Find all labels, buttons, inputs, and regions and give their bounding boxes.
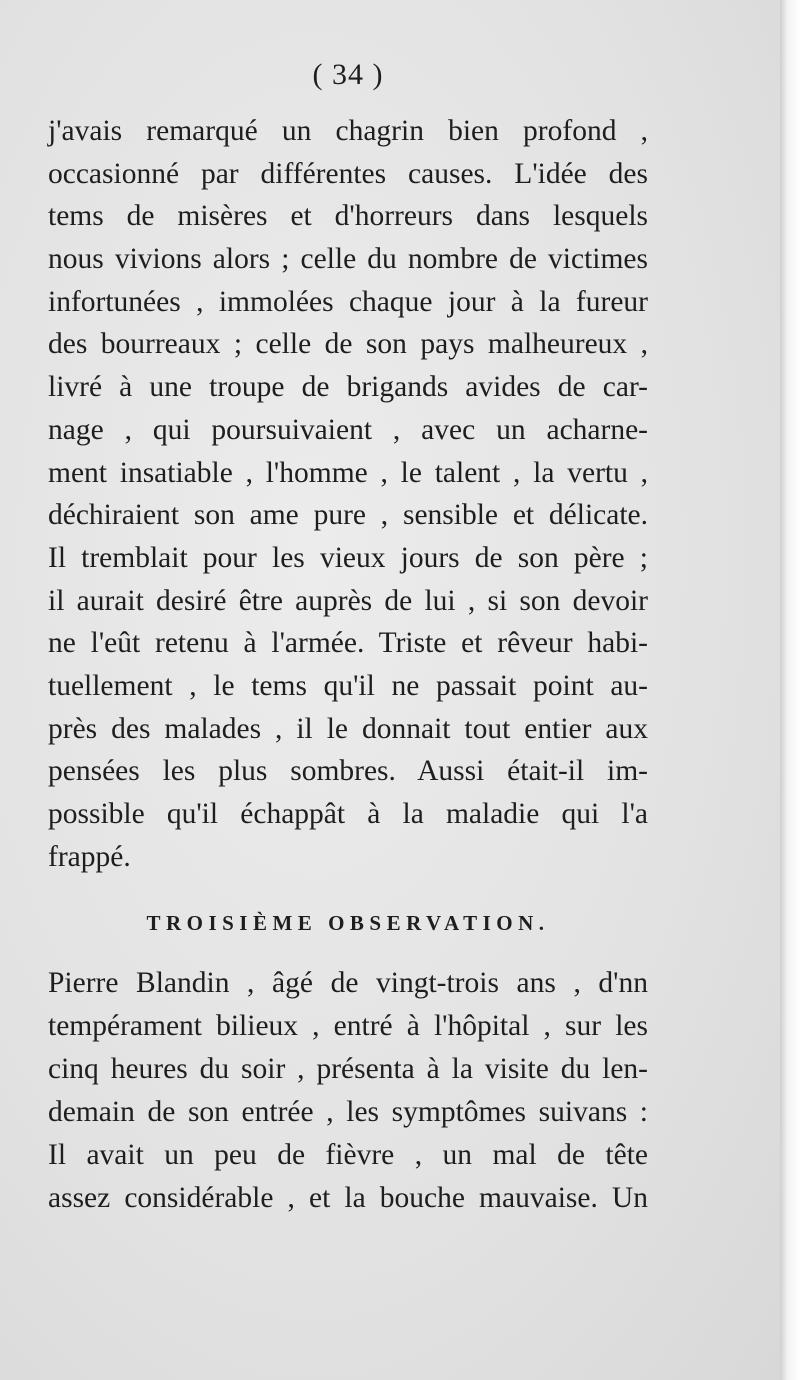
text-line: cinq heures du soir , présenta à la visite du len- (48, 1053, 648, 1086)
paragraph-2 (48, 962, 648, 1220)
text-line: pensées les plus sombres. Aussi était-il im- (48, 755, 648, 788)
paragraph-1 (48, 110, 648, 878)
text-line: Il tremblait pour les vieux jours de son père ; (48, 541, 648, 574)
text-line: nous vivions alors ; celle du nombre de victimes (48, 243, 648, 276)
text-line: ment insatiable , l'homme , le talent , la vertu , (48, 456, 648, 489)
text-line: déchiraient son ame pure , sensible et délicate. (48, 499, 648, 532)
text-line: livré à une troupe de brigands avides de car- (48, 371, 648, 404)
text-line: nage , qui poursuivaient , avec un acharne- (48, 413, 648, 446)
text-line: près des malades , il le donnait tout entier aux (48, 712, 648, 745)
text-line: tems de misères et d'horreurs dans lesquels (48, 200, 648, 233)
text-line: Pierre Blandin , âgé de vingt-trois ans , d'nn (48, 967, 648, 1000)
text-line: frappé. (48, 840, 131, 873)
page-text (48, 50, 648, 1220)
text-line: j'avais remarqué un chagrin bien profond , (48, 115, 648, 147)
text-line: infortunées , immolées chaque jour à la fureur (48, 285, 648, 318)
text-line: occasionné par différentes causes. L'idée des (48, 157, 648, 190)
text-line: des bourreaux ; celle de son pays malheureux , (48, 328, 648, 361)
text-line: demain de son entrée , les symptômes suivans : (48, 1096, 648, 1129)
text-line: tuellement , le tems qu'il ne passait point au- (48, 669, 648, 702)
text-line: assez considérable , et la bouche mauvaise. Un (48, 1182, 648, 1215)
text-line: il aurait desiré être auprès de lui , si son devoir (48, 584, 648, 617)
page-edge (780, 0, 800, 1380)
section-heading: TROISIÈME OBSERVATION. (146, 911, 550, 936)
text-line: ne l'eût retenu à l'armée. Triste et rêveur habi- (48, 627, 648, 660)
text-line: Il avait un peu de fièvre , un mal de tête (48, 1139, 648, 1172)
page-number: ( 34 ) (312, 58, 384, 91)
text-line: tempérament bilieux , entré à l'hôpital , sur les (48, 1010, 648, 1043)
text-line: possible qu'il échappât à la maladie qui l'a (48, 798, 648, 830)
